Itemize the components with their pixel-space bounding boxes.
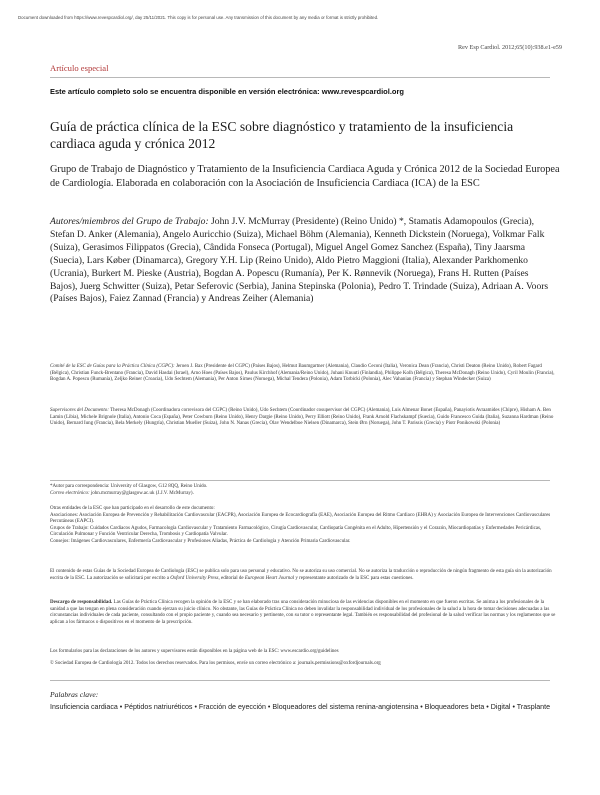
correspondence-email[interactable]: john.mcmurray@glasgow.ac.uk (J.J.V. McMurray). (89, 490, 194, 496)
reviewers-paragraph (50, 408, 558, 428)
disclaimer-paragraph (50, 600, 558, 626)
journal-citation: Rev Esp Cardiol. 2012;65(10):938.e1-e59 (458, 44, 562, 51)
authors-lead: Autores/miembros del Grupo de Trabajo: (50, 216, 209, 227)
online-availability-note: Este artículo completo solo se encuentra disponible en versión electrónica: www.revespcardiol.org (50, 87, 404, 96)
article-title: Guía de práctica clínica de la ESC sobre diagnóstico y tratamiento de la insuficiencia cardiaca aguda y crónica 2012 (50, 119, 514, 151)
other-entities-associations: Asociaciones: Asociación Europea de Prevención y Rehabilitación Cardiovascular (EACPR), Asociación Europea de Ecocardiografía (EAE), Asociación Europea del Ritmo Cardiaco (EHRA) y Asociación Europea de Intervenciones Cardiovasculares Percutáneas (EAPCI). (50, 512, 551, 525)
keyword-separator: • (265, 703, 273, 711)
keyword: Bloqueadores del sistema renina-angiotensina (272, 703, 419, 711)
forms-note: Los formularios para las declaraciones de los autores y supervisores están disponibles en la página web de la ESC: www.escardio.org/guidelines (50, 649, 339, 654)
keyword: Bloqueadores beta (424, 703, 485, 711)
keyword-separator: • (192, 703, 199, 711)
correspondence-address: *Autor para correspondencia: University of Glasgow, G12 8QQ, Reino Unido. (50, 484, 208, 489)
content-notice-text-2: , editorial de (218, 575, 245, 581)
keyword-separator: • (484, 703, 491, 711)
keyword-separator: • (418, 703, 425, 711)
correspondence-email-line (50, 491, 558, 498)
content-notice-text-3: y representante autorizado de la ESC para estas cuestiones. (294, 575, 414, 581)
keyword: Péptidos natriuréticos (124, 703, 193, 711)
other-entities-working-groups: Grupos de Trabajo: Cuidados Cardiacos Agudos, Farmacología Cardiovascular y Tratamiento Farmacológico, Cirugía Cardiovascular, Cardiopatía Congénita en el Adulto, Hipertensión y el Corazón, Miocardiopatías y Enfermedades Pericárdicas, Circulación Pulmonar y Función Ventricular Derecha, Trombosis y Cardiopatía Valvular. (50, 525, 542, 538)
authors-list: John J.V. McMurray (Presidente) (Reino Unido) *, Stamatis Adamopoulos (Grecia), Stefan D. Anker (Alemania), Angelo Auricchio (Suiza), Michael Böhm (Alemania), Kenneth Dickstein (Noruega), Volkmar Falk (Suiza), Gerasimos Filippatos (Grecia), Cândida Fonseca (Portugal), Miguel Angel Gomez Sanchez (España), Tiny Jaarsma (Suecia), Lars Køber (Dinamarca), Gregory Y.H. Lip (Reino Unido), Aldo Pietro Maggioni (Italia), Alexander Parkhomenko (Ucrania), Burkert M. Pieske (Austria), Bogdan A. Popescu (Rumanía), Per K. Rønnevik (Noruega), Frans H. Rutten (Países Bajos), Juerg Schwitter (Suiza), Petar Seferovic (Serbia), Janina Stepinska (Polonia), Pedro T. Trindade (Suiza), Adriaan A. Voors (Países Bajos), Faiez Zannad (Francia) y Andreas Zeiher (Alemania) (50, 216, 549, 305)
disclaimer-lead: Descargo de responsabilidad. (50, 600, 113, 605)
divider (50, 77, 550, 78)
keywords-list (50, 702, 560, 712)
correspondence-block (50, 484, 558, 497)
keyword: Trasplante (516, 703, 551, 711)
email-lead: Correo electrónico: (50, 490, 90, 496)
download-note: Document downloaded from https://www.revespcardiol.org/, day 25/11/2021. This copy is for personal use. Any transmission of this document by any media or format is strictly prohibited. (18, 15, 379, 20)
copyright-line: © Sociedad Europea de Cardiología 2012. Todos los derechos reservados. Para los permisos, envíe un correo electrónico a: journals.permissions@oxfordjournals.org (50, 661, 381, 666)
divider (50, 680, 550, 681)
authors-paragraph (50, 216, 555, 306)
other-entities-block (50, 506, 558, 546)
other-entities-councils: Consejos: Imágenes Cardiovasculares, Enfermería Cardiovascular y Profesiones Aliadas, Práctica de Cardiología y Atención Primaria Cardiovascular. (50, 538, 351, 544)
divider (50, 480, 550, 481)
keywords-label: Palabras clave: (50, 690, 99, 699)
keyword: Fracción de eyección (198, 703, 266, 711)
disclaimer-text: Las Guías de Práctica Clínica recogen la opinión de la ESC y se han elaborado tras una consideración minuciosa de las evidencias disponibles en el momento en que fueron escritas. Se anima a los profesionales de la sanidad a que las tengan en plena consideración cuando ejerzan su juicio clínico. No obstante, las Guías de Práctica Clínica no deben invalidar la responsabilidad individual de los profesionales de la salud a la hora de tomar decisiones adecuadas a las circunstancias individuales de cada paciente, consultando con el propio paciente y, cuando sea necesario y pertinente, con su tutor o representante legal. También es responsabilidad del profesional de la salud verificar las normas y los reglamentos que se aplican a los fármacos o dispositivos en el momento de la prescripción. (50, 600, 556, 625)
keyword-separator: • (510, 703, 517, 711)
keyword-separator: • (117, 703, 125, 711)
article-subtitle: Grupo de Trabajo de Diagnóstico y Tratamiento de la Insuficiencia Cardiaca Aguda y Crónica 2012 de la Sociedad Europea de Cardiología. Elaborada en colaboración con la Asociación de Insuficiencia Cardiaca (ICA) de la ESC (50, 164, 560, 189)
committee-list: Jeroen J. Bax (Presidente del CGPC) (Países Bajos), Helmut Baumgartner (Alemania), Claudio Ceconi (Italia), Veronica Dean (Francia), Christi Deaton (Reino Unido), Robert Fagard (Bélgica), Christian Funck-Brentano (Francia), David Hasdai (Israel), Arno Hoes (Países Bajos), Paulus Kirchhof (Alemania/Reino Unido), Juhani Knuuti (Finlandia), Philippe Kolh (Bélgica), Theresa McDonagh (Reino Unido), Cyril Moulin (Francia), Bogdan A. Popescu (Rumanía), Zeljko Reiner (Croacia), Udo Sechtem (Alemania), Per Anton Sirnes (Noruega), Michal Tendera (Polonia), Adam Torbicki (Polonia), Alec Vahanian (Francia) y Stephan Windecker (Suiza) (50, 364, 555, 383)
reviewers-lead: Supervisores del Documento: (50, 408, 109, 413)
other-entities-heading: Otras entidades de la ESC que han participado en el desarrollo de este documento: (50, 506, 215, 511)
publisher-name: Oxford University Press (170, 575, 219, 581)
committee-lead: Comité de la ESC de Guías para la Práctica Clínica (CGPC): (50, 364, 175, 369)
journal-name: European Heart Journal (244, 575, 295, 581)
content-notice (50, 569, 558, 582)
reviewers-list: Theresa McDonagh (Coordinadora correvisora del CGPC) (Reino Unido), Udo Sechtem (Coordinador cosupervisor del CGPC) (Alemania), Luis Almenar Bonet (España), Panayiotis Avraamides (Chipre), Hisham A. Ben Lamin (Libia), Michele Brignole (Italia), Antonio Coca (España), Peter Cowburn (Reino Unido), Henry Dargie (Reino Unido), Perry Elliott (Reino Unido), Frank Arnold Flachskampf (Suecia), Guido Francesco Guida (Italia), Suzanna Hardman (Reino Unido), Bernard Iung (Francia), Bela Merkely (Hungría), Christian Mueller (Suiza), John N. Nanas (Grecia), Olav Wendelboe Nielsen (Dinamarca), Stein Ørn (Noruega), John T. Parissis (Grecia) y Piotr Ponikowski (Polonia) (50, 408, 554, 427)
section-label: Artículo especial (50, 63, 109, 73)
committee-paragraph (50, 364, 558, 384)
content-notice-text: El contenido de estas Guías de la Sociedad Europea de Cardiología (ESC) se publica solo para uso personal y educativo. No se autoriza su uso comercial. No se autoriza la traducción o reproducción de ningún fragmento de esta guía sin la autorización escrita de la ESC. La autorización se solicitará por escrito a (50, 569, 552, 581)
keyword: Digital (490, 703, 511, 711)
keyword: Insuficiencia cardiaca (50, 703, 118, 711)
